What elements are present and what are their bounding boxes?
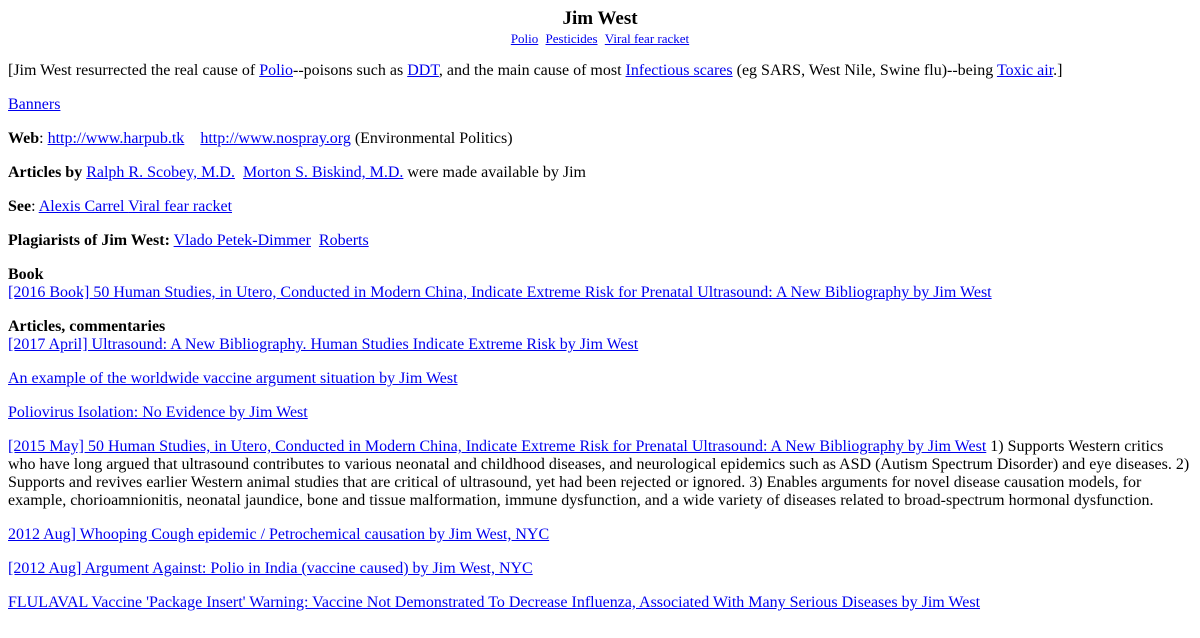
article-link-ultrasound-2015[interactable]: [2015 May] 50 Human Studies, in Utero, Conducted in Modern China, Indicate Extreme Risk for Prenatal Ultrasound: A New Bibliography by Jim West <box>8 438 987 455</box>
article-link-polio-india[interactable]: [2012 Aug] Argument Against: Polio in India (vaccine caused) by Jim West, NYC <box>8 560 533 577</box>
web-label: Web <box>8 130 40 147</box>
viral-fear-racket-link[interactable]: Viral fear racket <box>128 198 233 215</box>
banners-paragraph <box>8 96 1192 114</box>
article-paragraph <box>8 560 1192 578</box>
article-paragraph <box>8 370 1192 388</box>
book-section <box>8 266 1192 302</box>
article-paragraph <box>8 404 1192 422</box>
book-heading: Book <box>8 266 44 283</box>
plagiarists-label: Plagiarists of Jim West: <box>8 232 170 249</box>
article-link-flulaval[interactable]: FLULAVAL Vaccine 'Package Insert' Warning: Vaccine Not Demonstrated To Decrease Influenza, Associated With Many Serious Diseases by Jim West <box>8 594 981 611</box>
plagiarists-paragraph <box>8 232 1192 250</box>
web-suffix: (Environmental Politics) <box>350 130 513 147</box>
article-link-poliovirus-isolation[interactable]: Poliovirus Isolation: No Evidence by Jim West <box>8 404 308 421</box>
roberts-link[interactable]: Roberts <box>318 232 369 249</box>
article-paragraph <box>8 594 1192 612</box>
article-link-whooping-cough[interactable]: 2012 Aug] Whooping Cough epidemic / Petrochemical causation by Jim West, NYC <box>8 526 550 543</box>
article-link-vaccine-argument[interactable]: An example of the worldwide vaccine argument situation by Jim West <box>8 370 458 387</box>
articles-by-paragraph <box>8 164 1192 182</box>
web-paragraph <box>8 130 1192 148</box>
nav-link-polio[interactable]: Polio <box>510 31 539 46</box>
harpub-link[interactable]: http://www.harpub.tk <box>47 130 185 147</box>
page-title: Jim West <box>562 8 638 29</box>
nav-link-viral-fear-racket[interactable]: Viral fear racket <box>604 31 690 46</box>
nav-link-pesticides[interactable]: Pesticides <box>545 31 598 46</box>
articles-section <box>8 318 1192 354</box>
nospray-link[interactable]: http://www.nospray.org <box>200 130 351 147</box>
polio-link[interactable]: Polio <box>259 62 293 79</box>
petek-dimmer-link[interactable]: Vlado Petek-Dimmer <box>173 232 311 249</box>
article-paragraph-ultrasound-2015 <box>8 438 1192 510</box>
intro-paragraph <box>8 62 1192 80</box>
scobey-link[interactable]: Ralph R. Scobey, M.D. <box>86 164 235 181</box>
toxic-air-link[interactable]: Toxic air <box>996 62 1054 79</box>
web-colon: : <box>39 130 44 147</box>
see-colon: : <box>31 198 36 215</box>
articles-by-suffix: were made available by Jim <box>403 164 586 181</box>
article-link-ultrasound-2017[interactable]: [2017 April] Ultrasound: A New Bibliography. Human Studies Indicate Extreme Risk by Jim West <box>8 336 639 353</box>
see-label: See <box>8 198 32 215</box>
intro-text-1: --poisons such as <box>293 62 408 79</box>
page <box>0 8 1200 612</box>
intro-text-close: .] <box>1053 62 1063 79</box>
alexis-carrel-link[interactable]: Alexis Carrel <box>38 198 129 215</box>
infectious-scares-link[interactable]: Infectious scares <box>625 62 733 79</box>
intro-text-open: [Jim West resurrected the real cause of <box>8 62 260 79</box>
ddt-link[interactable]: DDT <box>407 62 439 79</box>
banners-link[interactable]: Banners <box>8 96 61 113</box>
intro-text-3: (eg SARS, West Nile, Swine flu)--being <box>732 62 997 79</box>
top-nav <box>8 31 1192 46</box>
article-paragraph <box>8 526 1192 544</box>
articles-heading: Articles, commentaries <box>8 318 166 335</box>
intro-text-2: , and the main cause of most <box>438 62 626 79</box>
articles-by-label: Articles by <box>8 164 83 181</box>
biskind-link[interactable]: Morton S. Biskind, M.D. <box>242 164 404 181</box>
book-2016-link[interactable]: [2016 Book] 50 Human Studies, in Utero, Conducted in Modern China, Indicate Extreme Risk for Prenatal Ultrasound: A New Bibliography by Jim West <box>8 284 992 301</box>
article-description: 1) Supports Western critics who have long argued that ultrasound contributes to various neonatal and childhood diseases, and neurological epidemics such as ASD (Autism Spectrum Disorder) and eye diseases. 2) Supports and revives earlier Western animal studies that are critical of ultrasound, yet had been rejected or ignored. 3) Enables arguments for novel disease causation models, for example, chorioamnionitis, neonatal jaundice, bone and tissue malformation, immune dysfunction, and a wide variety of diseases related to broad-spectrum hormonal dysfunction. <box>8 438 1190 509</box>
see-paragraph <box>8 198 1192 216</box>
